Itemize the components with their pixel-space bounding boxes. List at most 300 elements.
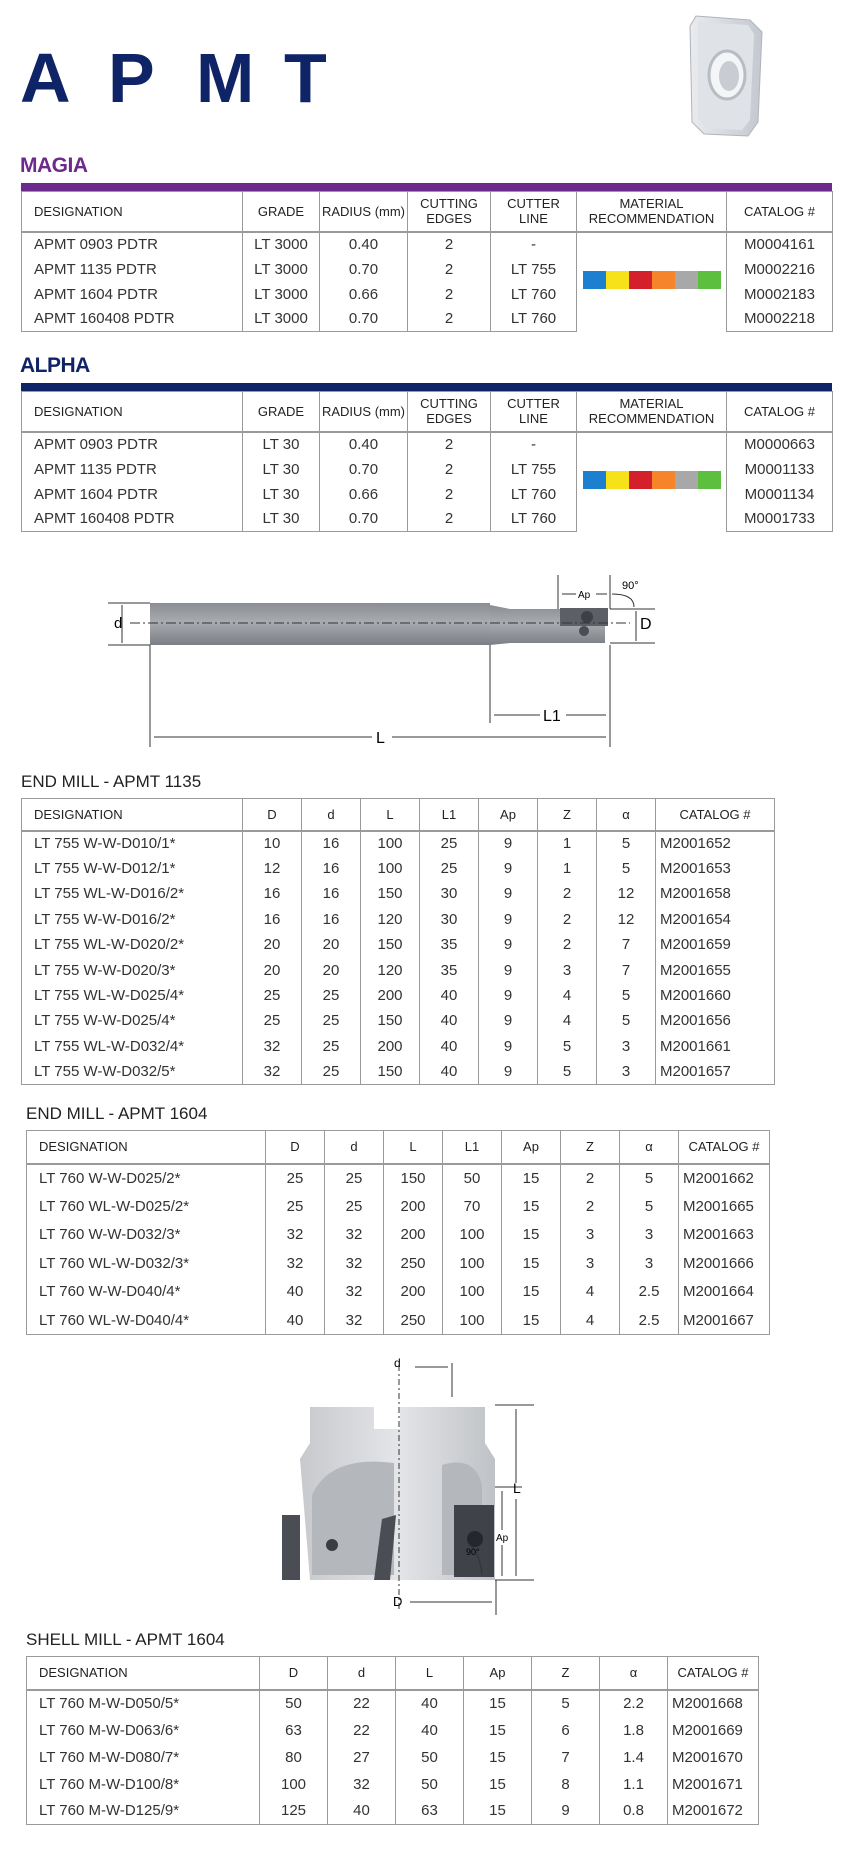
table-cell: 4	[538, 983, 597, 1008]
table-row	[27, 1771, 759, 1798]
diagram-label-D: D	[640, 616, 652, 633]
table-cell: 125	[260, 1798, 328, 1825]
column-header: CUTTING EDGES	[408, 192, 491, 232]
table-cell: 200	[361, 983, 420, 1008]
table-cell: 50	[396, 1771, 464, 1798]
table-cell: -	[491, 232, 577, 257]
table-cell: M0002218	[727, 307, 833, 332]
table-cell: M2001671	[668, 1771, 759, 1798]
table-cell: 8	[532, 1771, 600, 1798]
table-cell: 2	[538, 907, 597, 932]
table-cell: 120	[361, 957, 420, 982]
column-header: DESIGNATION	[22, 799, 243, 831]
table-cell: 9	[479, 1008, 538, 1033]
table-cell: 50	[443, 1164, 502, 1193]
table-cell: 15	[502, 1278, 561, 1307]
series-bar	[21, 183, 832, 191]
table-cell: 15	[464, 1771, 532, 1798]
table-cell: 80	[260, 1744, 328, 1771]
material-swatch	[698, 271, 721, 289]
diagram-label-l1: L1	[543, 708, 561, 725]
table-cell: 0.40	[320, 432, 408, 457]
table-row	[27, 1278, 770, 1307]
table-cell: LT 755 W-W-D020/3*	[22, 957, 243, 982]
table-cell: LT 760 W-W-D040/4*	[27, 1278, 266, 1307]
table-cell: 2	[408, 432, 491, 457]
table-cell: LT 3000	[243, 282, 320, 307]
table-cell: 3	[620, 1249, 679, 1278]
table-row	[22, 881, 775, 906]
magia-table	[21, 191, 833, 332]
table-cell: 12	[597, 881, 656, 906]
table-cell: 120	[361, 907, 420, 932]
table-cell: M2001664	[679, 1278, 770, 1307]
table-cell: 200	[384, 1221, 443, 1250]
table-cell: 25	[420, 856, 479, 881]
table-cell: 25	[302, 1059, 361, 1084]
table-cell: LT 3000	[243, 257, 320, 282]
table-cell: 25	[243, 1008, 302, 1033]
table-cell: 32	[325, 1221, 384, 1250]
column-header: Ap	[502, 1131, 561, 1164]
table-cell: 25	[325, 1192, 384, 1221]
table-cell: M2001659	[656, 932, 775, 957]
table-cell: LT 760 M-W-D063/6*	[27, 1717, 260, 1744]
table-cell: LT 760	[491, 482, 577, 507]
table-cell: M2001663	[679, 1221, 770, 1250]
table-cell: M2001668	[668, 1690, 759, 1717]
tool-table	[21, 798, 775, 1085]
table-cell: 0.40	[320, 232, 408, 257]
column-header: RADIUS (mm)	[320, 192, 408, 232]
table-cell: 5	[620, 1164, 679, 1193]
table-cell: LT 755	[491, 457, 577, 482]
table-cell: 25	[325, 1164, 384, 1193]
table-cell: 16	[302, 907, 361, 932]
table-cell: 7	[597, 957, 656, 982]
table-cell: 15	[502, 1249, 561, 1278]
column-header: α	[600, 1657, 668, 1690]
table-cell: 150	[361, 1059, 420, 1084]
table-row	[27, 1249, 770, 1278]
table-cell: 150	[361, 881, 420, 906]
table-cell: M2001661	[656, 1034, 775, 1059]
table-cell: 4	[538, 1008, 597, 1033]
table-cell: M2001669	[668, 1717, 759, 1744]
table-cell: APMT 160408 PDTR	[22, 507, 243, 532]
column-header: CUTTING EDGES	[408, 392, 491, 432]
table-cell: 2	[408, 457, 491, 482]
table-cell: 32	[328, 1771, 396, 1798]
table-cell: 3	[620, 1221, 679, 1250]
table-cell: 25	[243, 983, 302, 1008]
table-cell: 0.70	[320, 457, 408, 482]
table-cell: 7	[597, 932, 656, 957]
column-header: GRADE	[243, 192, 320, 232]
table-cell: 40	[420, 983, 479, 1008]
table-row	[22, 907, 775, 932]
column-header: α	[620, 1131, 679, 1164]
table-cell: 30	[420, 881, 479, 906]
table-cell: APMT 1135 PDTR	[22, 457, 243, 482]
table-cell: 16	[302, 831, 361, 856]
table-cell: M2001654	[656, 907, 775, 932]
table-cell: 25	[266, 1164, 325, 1193]
column-header: DESIGNATION	[22, 192, 243, 232]
column-header: CUTTER LINE	[491, 192, 577, 232]
table-cell: 2	[408, 307, 491, 332]
table-cell: 15	[502, 1164, 561, 1193]
table-cell: 0.66	[320, 482, 408, 507]
table-cell: LT 3000	[243, 307, 320, 332]
column-header: CATALOG #	[656, 799, 775, 831]
table-cell: 100	[361, 831, 420, 856]
diagram-label-l: L	[376, 730, 385, 747]
table-cell: 5	[597, 983, 656, 1008]
table-cell: M2001662	[679, 1164, 770, 1193]
tool-table	[26, 1656, 759, 1825]
series-bar	[21, 383, 832, 391]
diagram-label-ap: Ap	[578, 590, 591, 601]
diagram2-label-l: L	[513, 1480, 521, 1496]
table-cell: LT 30	[243, 482, 320, 507]
title-letter: P	[108, 39, 155, 117]
table-cell: LT 760	[491, 507, 577, 532]
table-cell: APMT 160408 PDTR	[22, 307, 243, 332]
series-heading-magia: MAGIA	[20, 154, 88, 177]
table-cell: 250	[384, 1249, 443, 1278]
column-header: CATALOG #	[727, 192, 833, 232]
table-cell: 32	[266, 1221, 325, 1250]
column-header: Ap	[464, 1657, 532, 1690]
table-cell: 40	[420, 1059, 479, 1084]
title-letter: A	[20, 39, 71, 117]
table-cell: 9	[479, 881, 538, 906]
table-cell: 100	[361, 856, 420, 881]
table-cell: 200	[384, 1192, 443, 1221]
table-cell: 9	[479, 957, 538, 982]
table-cell: 35	[420, 957, 479, 982]
table-row	[22, 232, 833, 257]
table-cell: 0.66	[320, 282, 408, 307]
table-cell: 15	[464, 1744, 532, 1771]
table-cell: 22	[328, 1690, 396, 1717]
table-cell: 27	[328, 1744, 396, 1771]
table-cell: 150	[361, 932, 420, 957]
table-header-row	[22, 392, 833, 432]
table-cell: 40	[396, 1717, 464, 1744]
column-header: GRADE	[243, 392, 320, 432]
table-row	[22, 856, 775, 881]
table-cell: LT 755 WL-W-D020/2*	[22, 932, 243, 957]
table-cell: 1	[538, 831, 597, 856]
table-cell: 1.4	[600, 1744, 668, 1771]
column-header: D	[266, 1131, 325, 1164]
table-row	[22, 957, 775, 982]
table-cell: APMT 1135 PDTR	[22, 257, 243, 282]
diagram-label-d: d	[114, 615, 123, 632]
table-cell: 9	[532, 1798, 600, 1825]
table-cell: 32	[243, 1034, 302, 1059]
table-cell: 100	[443, 1278, 502, 1307]
table-cell: 40	[328, 1798, 396, 1825]
table-cell: 40	[420, 1034, 479, 1059]
table-cell: M2001672	[668, 1798, 759, 1825]
material-swatch	[675, 471, 698, 489]
table-cell: LT 755 W-W-D012/1*	[22, 856, 243, 881]
table-cell: LT 755	[491, 257, 577, 282]
column-header: DESIGNATION	[27, 1131, 266, 1164]
column-header: D	[260, 1657, 328, 1690]
table-cell: M2001666	[679, 1249, 770, 1278]
table-cell: 12	[597, 907, 656, 932]
table-cell: M2001658	[656, 881, 775, 906]
table-cell: M2001660	[656, 983, 775, 1008]
insert-image	[684, 12, 776, 142]
table-cell: 15	[464, 1798, 532, 1825]
table-cell: 5	[597, 856, 656, 881]
end-mill-diagram	[100, 565, 700, 765]
table-cell: 15	[464, 1690, 532, 1717]
table-cell: 5	[538, 1059, 597, 1084]
table-cell: M0002216	[727, 257, 833, 282]
table-cell: 2	[561, 1192, 620, 1221]
table-cell: APMT 0903 PDTR	[22, 432, 243, 457]
table-cell: M2001652	[656, 831, 775, 856]
material-swatch	[652, 271, 675, 289]
table-cell: 32	[243, 1059, 302, 1084]
table-cell: 25	[302, 1008, 361, 1033]
table-cell: 9	[479, 907, 538, 932]
column-header: L	[384, 1131, 443, 1164]
table-cell: 12	[243, 856, 302, 881]
table-row	[22, 983, 775, 1008]
table-cell: M0001733	[727, 507, 833, 532]
table-cell: 1.1	[600, 1771, 668, 1798]
table-cell: 100	[443, 1249, 502, 1278]
table-cell: LT 760	[491, 282, 577, 307]
table-cell: 25	[302, 983, 361, 1008]
table-cell: LT 755 WL-W-D016/2*	[22, 881, 243, 906]
material-swatch	[698, 471, 721, 489]
table-row	[22, 1034, 775, 1059]
column-header: Z	[532, 1657, 600, 1690]
table-cell: 5	[597, 1008, 656, 1033]
column-header: d	[328, 1657, 396, 1690]
material-swatch	[583, 271, 606, 289]
table-cell: 16	[302, 856, 361, 881]
table-cell: 9	[479, 1059, 538, 1084]
table-cell: 40	[420, 1008, 479, 1033]
material-swatch	[629, 271, 652, 289]
table-cell: 20	[243, 932, 302, 957]
table-cell: 3	[538, 957, 597, 982]
table-cell: 9	[479, 983, 538, 1008]
table-cell: 1	[538, 856, 597, 881]
table-row	[27, 1798, 759, 1825]
table-cell: 9	[479, 1034, 538, 1059]
table-cell: 150	[384, 1164, 443, 1193]
table-row	[22, 1059, 775, 1084]
diagram2-label-angle: 90°	[466, 1547, 480, 1557]
table-cell: 2	[408, 257, 491, 282]
table-cell: 20	[302, 932, 361, 957]
column-header: L	[361, 799, 420, 831]
table-cell: 6	[532, 1717, 600, 1744]
table-row	[27, 1717, 759, 1744]
table-cell: 16	[302, 881, 361, 906]
table-cell: 25	[302, 1034, 361, 1059]
table-cell: 4	[561, 1278, 620, 1307]
table-cell: M0004161	[727, 232, 833, 257]
table-cell: 5	[597, 831, 656, 856]
column-header: L	[396, 1657, 464, 1690]
table-row	[27, 1744, 759, 1771]
table-cell: 100	[443, 1221, 502, 1250]
table-cell: 32	[325, 1278, 384, 1307]
table-row	[22, 1008, 775, 1033]
column-header: d	[325, 1131, 384, 1164]
table-cell: 25	[266, 1192, 325, 1221]
column-header: d	[302, 799, 361, 831]
table-cell: 3	[597, 1034, 656, 1059]
table-row	[27, 1164, 770, 1193]
table-row	[27, 1306, 770, 1335]
column-header: DESIGNATION	[27, 1657, 260, 1690]
table-cell: 2	[408, 507, 491, 532]
table-cell: 0.70	[320, 257, 408, 282]
table-cell: 100	[443, 1306, 502, 1335]
table-cell: LT 30	[243, 457, 320, 482]
table-cell: LT 755 WL-W-D025/4*	[22, 983, 243, 1008]
table-cell: 32	[266, 1249, 325, 1278]
table-cell: 3	[597, 1059, 656, 1084]
table-cell: LT 760 WL-W-D040/4*	[27, 1306, 266, 1335]
table-cell: 20	[302, 957, 361, 982]
table-cell: 2	[408, 482, 491, 507]
material-swatch	[606, 471, 629, 489]
alpha-table	[21, 391, 833, 532]
section-title: END MILL - APMT 1135	[21, 772, 202, 791]
table-cell: 63	[260, 1717, 328, 1744]
table-cell: 15	[502, 1306, 561, 1335]
diagram2-label-ap: Ap	[496, 1533, 509, 1544]
table-cell: LT 760 W-W-D025/2*	[27, 1164, 266, 1193]
column-header: CUTTER LINE	[491, 392, 577, 432]
table-cell: 15	[502, 1192, 561, 1221]
table-cell: 25	[420, 831, 479, 856]
table-header-row	[27, 1657, 759, 1690]
table-cell: 2	[408, 232, 491, 257]
table-cell: 32	[325, 1249, 384, 1278]
table-cell: 200	[361, 1034, 420, 1059]
table-cell: 30	[420, 907, 479, 932]
column-header: L1	[420, 799, 479, 831]
table-row	[27, 1690, 759, 1717]
table-cell: 40	[266, 1278, 325, 1307]
table-cell: 0.70	[320, 307, 408, 332]
table-cell: 50	[396, 1744, 464, 1771]
table-cell: LT 760	[491, 307, 577, 332]
table-row	[27, 1221, 770, 1250]
table-cell: 40	[396, 1690, 464, 1717]
table-row	[22, 932, 775, 957]
column-header: D	[243, 799, 302, 831]
table-cell: 50	[260, 1690, 328, 1717]
column-header: Z	[561, 1131, 620, 1164]
table-row	[22, 432, 833, 457]
table-row	[27, 1192, 770, 1221]
table-cell: 10	[243, 831, 302, 856]
material-swatch	[583, 471, 606, 489]
title-letter: M	[196, 39, 255, 117]
material-recommendation	[577, 432, 727, 532]
table-cell: 2	[538, 932, 597, 957]
table-cell: LT 760 M-W-D080/7*	[27, 1744, 260, 1771]
table-cell: M0001134	[727, 482, 833, 507]
column-header: CATALOG #	[727, 392, 833, 432]
table-cell: APMT 1604 PDTR	[22, 282, 243, 307]
table-cell: 250	[384, 1306, 443, 1335]
table-cell: LT 760 M-W-D050/5*	[27, 1690, 260, 1717]
table-cell: 2	[561, 1164, 620, 1193]
diagram2-label-D: D	[393, 1594, 403, 1609]
table-cell: LT 755 W-W-D010/1*	[22, 831, 243, 856]
table-cell: 15	[464, 1717, 532, 1744]
column-header: Ap	[479, 799, 538, 831]
table-cell: M0002183	[727, 282, 833, 307]
table-cell: 150	[361, 1008, 420, 1033]
material-swatch	[629, 471, 652, 489]
table-cell: 200	[384, 1278, 443, 1307]
table-header-row	[27, 1131, 770, 1164]
column-header: α	[597, 799, 656, 831]
table-cell: 20	[243, 957, 302, 982]
column-header: CATALOG #	[668, 1657, 759, 1690]
column-header: RADIUS (mm)	[320, 392, 408, 432]
material-swatch	[675, 271, 698, 289]
table-cell: LT 30	[243, 507, 320, 532]
table-cell: LT 3000	[243, 232, 320, 257]
table-cell: LT 755 W-W-D025/4*	[22, 1008, 243, 1033]
table-cell: 9	[479, 831, 538, 856]
table-cell: 0.70	[320, 507, 408, 532]
table-cell: 0.8	[600, 1798, 668, 1825]
table-cell: 32	[325, 1306, 384, 1335]
tool-table	[26, 1130, 770, 1335]
table-cell: 35	[420, 932, 479, 957]
material-recommendation	[577, 232, 727, 332]
table-cell: 5	[538, 1034, 597, 1059]
table-cell: M2001653	[656, 856, 775, 881]
page-title	[20, 38, 372, 118]
table-cell: M0000663	[727, 432, 833, 457]
table-cell: APMT 0903 PDTR	[22, 232, 243, 257]
table-cell: M2001655	[656, 957, 775, 982]
table-cell: 1.8	[600, 1717, 668, 1744]
column-header: MATERIAL RECOMMENDATION	[577, 392, 727, 432]
table-cell: 5	[620, 1192, 679, 1221]
section-title: END MILL - APMT 1604	[26, 1104, 208, 1123]
table-cell: 5	[532, 1690, 600, 1717]
table-cell: 2.5	[620, 1306, 679, 1335]
table-cell: M2001667	[679, 1306, 770, 1335]
section-title: SHELL MILL - APMT 1604	[26, 1630, 225, 1649]
table-cell: 100	[260, 1771, 328, 1798]
table-cell: M2001670	[668, 1744, 759, 1771]
table-cell: LT 760 WL-W-D025/2*	[27, 1192, 266, 1221]
table-cell: LT 760 W-W-D032/3*	[27, 1221, 266, 1250]
